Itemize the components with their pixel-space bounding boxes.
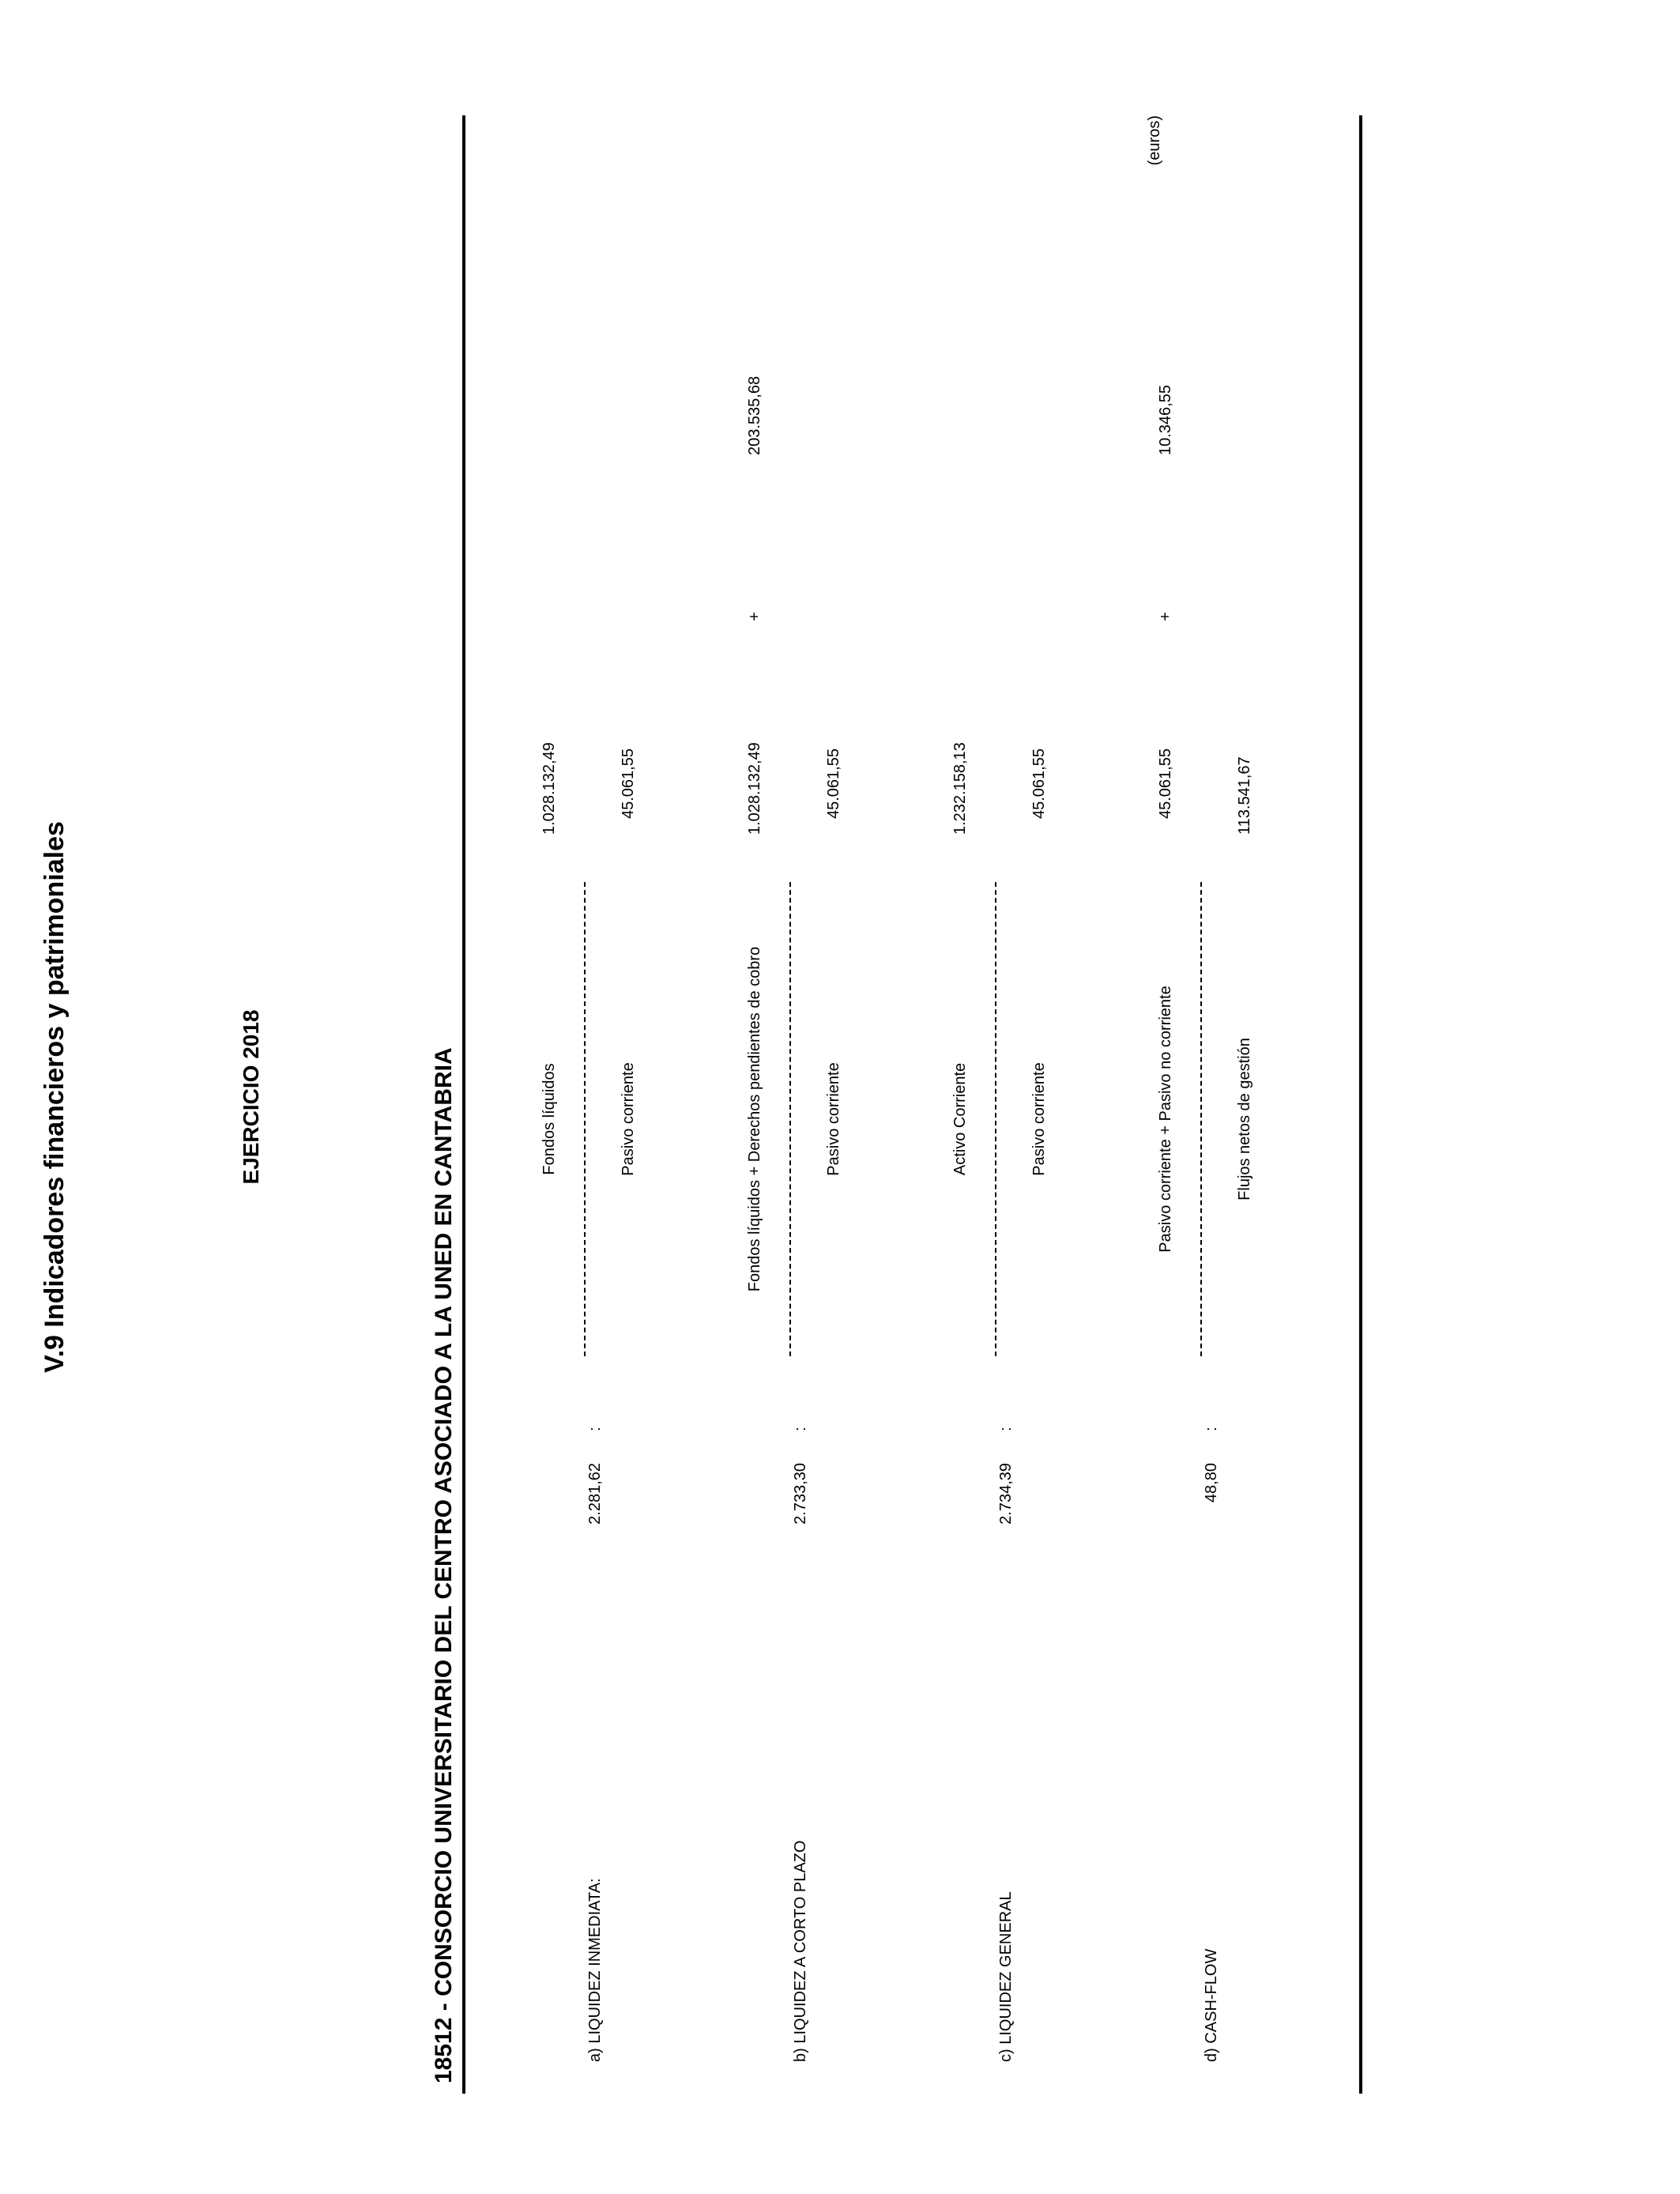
indicator-colon-b: :: [792, 1427, 809, 1431]
numerator-value-b: 1.028.132,49: [746, 742, 763, 835]
numerator-text-c: Activo Corriente: [951, 1062, 969, 1176]
plus-sign-b: +: [746, 612, 763, 621]
entity-title: 18512 - CONSORCIO UNIVERSITARIO DEL CENTRO ASOCIADO A LA UNED EN CANTABRIA: [431, 1047, 457, 2083]
denominator-text-d: Flujos netos de gestión: [1236, 1038, 1253, 1201]
fraction-line-b: [789, 882, 791, 1356]
numerator-text-d: Pasivo corriente + Pasivo no corriente: [1157, 986, 1174, 1253]
indicator-label-a: a) LIQUIDEZ INMEDIATA:: [586, 1878, 604, 2062]
numerator-value2-b: 203.535,68: [746, 375, 763, 455]
denominator-value-c: 45.061,55: [1030, 748, 1048, 819]
indicator-label-c: c) LIQUIDEZ GENERAL: [997, 1891, 1015, 2062]
denominator-text-a: Pasivo corriente: [620, 1062, 637, 1176]
numerator-text-b: Fondos líquidos + Derechos pendientes de cobro: [746, 946, 763, 1292]
page-title: V.9 Indicadores financieros y patrimoniales: [40, 821, 70, 1373]
indicator-colon-d: :: [1203, 1427, 1220, 1431]
denominator-text-c: Pasivo corriente: [1030, 1062, 1048, 1176]
fraction-line-a: [584, 882, 586, 1356]
fiscal-year-heading: EJERCICIO 2018: [239, 1009, 263, 1185]
denominator-value-a: 45.061,55: [620, 748, 637, 819]
fraction-line-d: [1200, 882, 1202, 1356]
indicator-value-a: 2.281,62: [586, 1463, 604, 1525]
numerator-value-a: 1.028.132,49: [541, 742, 558, 835]
numerator-value-c: 1.232.158,13: [951, 742, 969, 835]
indicator-value-b: 2.733,30: [792, 1463, 809, 1525]
numerator-text-a: Fondos líquidos: [541, 1063, 558, 1175]
fraction-line-c: [995, 882, 996, 1356]
numerator-value-d: 45.061,55: [1157, 748, 1174, 819]
denominator-text-b: Pasivo corriente: [825, 1062, 842, 1176]
indicator-label-b: b) LIQUIDEZ A CORTO PLAZO: [792, 1840, 809, 2062]
indicator-value-c: 2.734,39: [997, 1463, 1015, 1525]
indicator-colon-c: :: [997, 1427, 1015, 1431]
top-rule: [462, 115, 465, 2094]
bottom-rule: [1359, 115, 1362, 2094]
denominator-value-d: 113.541,67: [1236, 756, 1253, 835]
indicator-label-d: d) CASH-FLOW: [1203, 1948, 1220, 2062]
units-label: (euros): [1146, 115, 1163, 166]
plus-sign-d: +: [1157, 612, 1174, 621]
indicator-colon-a: :: [586, 1427, 604, 1431]
numerator-value2-d: 10.346,55: [1157, 385, 1174, 455]
denominator-value-b: 45.061,55: [825, 748, 842, 819]
indicator-value-d: 48,80: [1203, 1463, 1220, 1503]
